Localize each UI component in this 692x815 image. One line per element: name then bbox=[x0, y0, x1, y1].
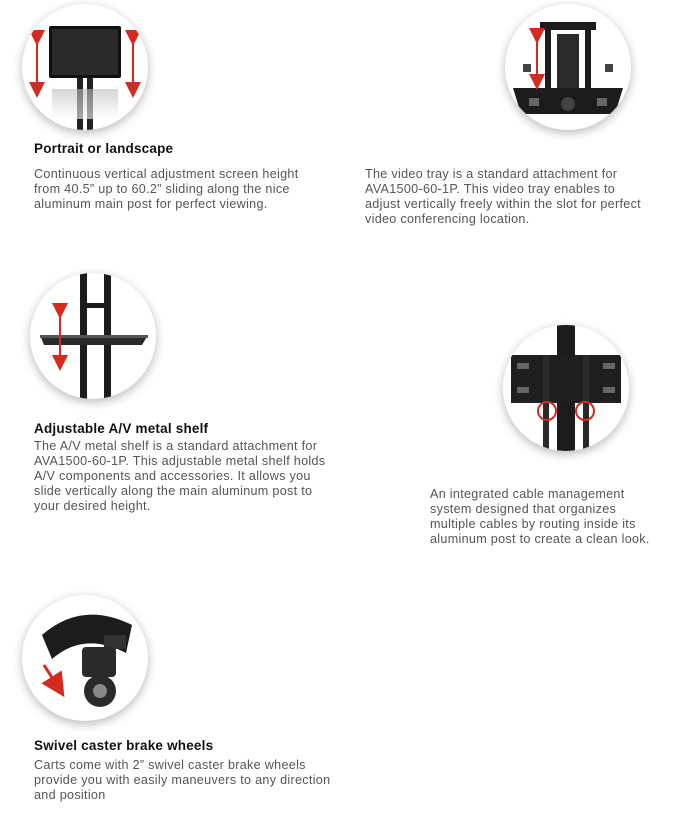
feature-description: An integrated cable management system designed that organizes multiple cables by routing inside its aluminum post to create a clean look. bbox=[430, 487, 650, 546]
caster-wheel-icon bbox=[22, 595, 148, 721]
feature-title: Adjustable A/V metal shelf bbox=[34, 421, 209, 436]
video-tray-icon bbox=[505, 4, 631, 130]
feature-description: Continuous vertical adjustment screen height from 40.5” up to 60.2” sliding along the nice aluminum main post for perfect viewing. bbox=[34, 167, 299, 211]
feature-title: Portrait or landscape bbox=[34, 141, 174, 156]
feature-description: The video tray is a standard attachment for AVA1500-60-1P. This video tray enables to adjust vertically freely within the slot for perfect video conferencing location. bbox=[365, 167, 641, 226]
feature-description: The A/V metal shelf is a standard attachment for AVA1500-60-1P. This adjustable metal shelf holds A/V components and accessories. It allows you slide vertically along the main aluminum post to your desired height. bbox=[34, 439, 326, 513]
cable-management-icon bbox=[503, 325, 629, 451]
feature-description: Carts come with 2” swivel caster brake wheels provide you with easily maneuvers to any direction and position bbox=[34, 758, 331, 802]
av-shelf-icon bbox=[30, 273, 156, 399]
feature-title: Swivel caster brake wheels bbox=[34, 738, 214, 753]
tv-height-adjust-icon bbox=[22, 4, 148, 130]
